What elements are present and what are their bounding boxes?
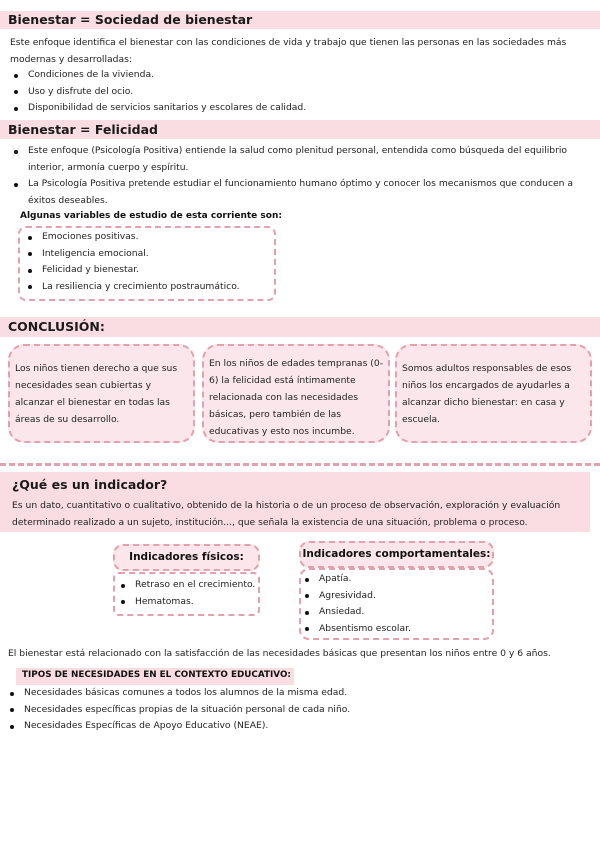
needs-types-title: TIPOS DE NECESIDADES EN EL CONTEXTO EDUCATIVO: — [22, 670, 291, 680]
list-item: Retraso en el crecimiento. — [117, 577, 259, 594]
list-item: Apatía. — [301, 571, 491, 588]
list-item: Necesidades específicas propias de la situación personal de cada niño. — [6, 702, 596, 719]
conclusion-box-happiness: En los niños de edades tempranas (0-6) la felicidad está íntimamente relacionada con las necesidades básicas, pero también de las educativas y esto nos incumbe. — [202, 344, 390, 443]
conclusion-box-rights: Los niños tienen derecho a que sus necesidades sean cubiertas y alcanzar el bienestar en todas las áreas de su desarrollo. — [8, 344, 195, 443]
list-item: Absentismo escolar. — [301, 621, 491, 638]
list-item: Inteligencia emocional. — [24, 246, 274, 263]
list-item: La resiliencia y crecimiento postraumático. — [24, 279, 274, 296]
behavioral-indicators-list — [301, 571, 491, 637]
list-item: Agresividad. — [301, 588, 491, 605]
list-item: Uso y disfrute del ocio. — [10, 84, 590, 101]
variables-title: Algunas variables de estudio de esta corriente son: — [20, 211, 282, 221]
section-felicidad-list — [10, 143, 588, 209]
section-sociedad-title: Bienestar = Sociedad de bienestar — [0, 11, 600, 29]
list-item: Emociones positivas. — [24, 229, 274, 246]
section-sociedad-intro: Este enfoque identifica el bienestar con las condiciones de vida y trabajo que tienen las personas en las sociedades más modernas y desarrolladas: — [10, 37, 567, 65]
needs-types-list — [6, 685, 596, 735]
behavioral-indicators-title: Indicadores comportamentales: — [299, 541, 494, 568]
list-item: Condiciones de la vivienda. — [10, 67, 590, 84]
conclusion-box-adults: Somos adultos responsables de esos niños los encargados de ayudarles a alcanzar dicho bienestar: en casa y escuela. — [395, 344, 592, 443]
conclusion-title: CONCLUSIÓN: — [0, 317, 600, 337]
list-item: Disponibilidad de servicios sanitarios y escolares de calidad. — [10, 100, 590, 117]
list-item: Necesidades Específicas de Apoyo Educativo (NEAE). — [6, 718, 596, 735]
list-item: Necesidades básicas comunes a todos los alumnos de la misma edad. — [6, 685, 596, 702]
indicator-title: ¿Qué es un indicador? — [12, 477, 168, 492]
list-item: Este enfoque (Psicología Positiva) entiende la salud como plenitud personal, entendida como búsqueda del equilibrio interior, armonía cuerpo y espíritu. — [10, 143, 588, 176]
list-item: La Psicología Positiva pretende estudiar el funcionamiento humano óptimo y conocer los mecanismos que conducen a éxitos deseables. — [10, 176, 588, 209]
needs-statement: El bienestar está relacionado con la satisfacción de las necesidades básicas que presentan los niños entre 0 y 6 años. — [8, 648, 551, 659]
variables-list — [24, 229, 274, 295]
section-sociedad-list — [10, 67, 590, 117]
section-felicidad-title: Bienestar = Felicidad — [0, 120, 600, 139]
section-divider — [0, 463, 600, 466]
indicator-definition: Es un dato, cuantitativo o cualitativo, obtenido de la historia o de un proceso de observación, exploración y evaluación determinado realizado a un sujeto, institución..., que señala la existencia de una situación, problema o proceso. — [12, 500, 561, 528]
list-item: Ansiedad. — [301, 604, 491, 621]
list-item: Hematomas. — [117, 594, 259, 611]
list-item: Felicidad y bienestar. — [24, 262, 274, 279]
physical-indicators-title: Indicadores físicos: — [113, 544, 260, 571]
physical-indicators-list — [117, 577, 259, 610]
